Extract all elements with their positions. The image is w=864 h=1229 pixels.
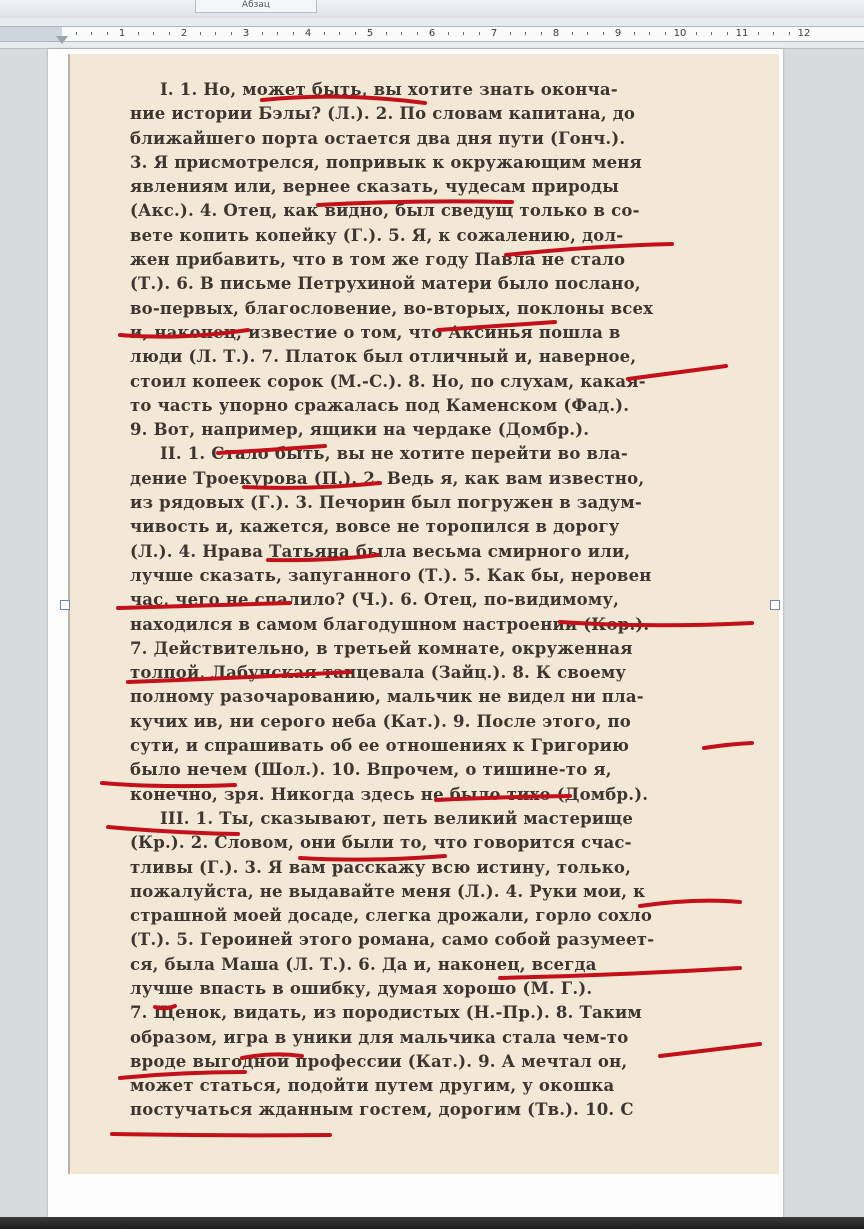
- ruler-number: 9: [614, 28, 622, 39]
- paragraph-group-label: Абзац: [195, 0, 317, 13]
- ruler-tick: [91, 32, 92, 35]
- ruler-tick: [215, 32, 216, 35]
- text-line: ние истории Бэлы? (Л.). 2. По словам капитана, до: [130, 104, 636, 124]
- ruler-tick: [789, 32, 790, 35]
- text-line: ся, была Маша (Л. Т.). 6. Да и, наконец, всегда: [130, 954, 597, 974]
- ruler-tick: [386, 32, 387, 35]
- ruler-tick: [355, 32, 356, 35]
- text-line: (Т.). 5. Героиней этого романа, само собой разумеет-: [130, 930, 655, 950]
- ruler-number: 4: [304, 28, 312, 39]
- image-resize-handle-right[interactable]: [770, 600, 780, 610]
- text-line: может статься, подойти путем другим, у окошка: [130, 1076, 615, 1096]
- text-line: полному разочарованию, мальчик не видел ни пла-: [130, 687, 644, 707]
- ruler-tick: [324, 32, 325, 35]
- text-line: сути, и спрашивать об ее отношениях к Григорию: [130, 736, 630, 756]
- text-line: постучаться жданным гостем, дорогим (Тв.). 10. С: [130, 1100, 634, 1120]
- ruler-number: 5: [366, 28, 374, 39]
- ruler-number: 7: [490, 28, 498, 39]
- ruler-tick: [262, 32, 263, 35]
- ruler-tick: [339, 32, 340, 35]
- text-line: кучих ив, ни серого неба (Кат.). 9. После этого, по: [130, 711, 632, 731]
- text-line: люди (Л. Т.). 7. Платок был отличный и, наверное,: [130, 347, 637, 367]
- text-line: то часть упорно сражалась под Каменском (Фад.).: [130, 395, 630, 415]
- text-line: (Кр.). 2. Словом, они были то, что говорится счас-: [130, 833, 632, 853]
- text-line: стоил копеек сорок (М.-С.). 8. Но, по слухам, какая-: [130, 371, 646, 391]
- text-line: толпой, Лабунская танцевала (Зайц.). 8. К своему: [130, 663, 627, 683]
- image-resize-handle-left[interactable]: [60, 600, 70, 610]
- text-line: страшной моей досаде, слегка дрожали, горло сохло: [130, 906, 653, 926]
- text-line: вете копить копейку (Г.). 5. Я, к сожалению, дол-: [130, 225, 624, 245]
- text-line: III. 1. Ты, сказывают, петь великий мастерище: [160, 808, 634, 828]
- ruler-tick: [711, 32, 712, 35]
- ruler-tick: [634, 32, 635, 35]
- ruler-tick: [138, 32, 139, 35]
- ruler-tick: [727, 32, 728, 35]
- ruler-tick: [463, 32, 464, 35]
- text-line: (Акс.). 4. Отец, как видно, был сведущ только в со-: [130, 201, 640, 221]
- ruler-number: 8: [552, 28, 560, 39]
- ruler-number: 11: [735, 28, 749, 39]
- text-line: находился в самом благодушном настроении (Кор.).: [130, 614, 650, 634]
- ruler-number: 2: [180, 28, 188, 39]
- text-line: 3. Я присмотрелся, попривык к окружающим меня: [130, 152, 642, 172]
- ruler-tick: [587, 32, 588, 35]
- ruler-number: 6: [428, 28, 436, 39]
- ruler-body: [62, 26, 864, 42]
- toolbar-strip: [0, 0, 864, 19]
- text-line: было нечем (Шол.). 10. Впрочем, о тишине-то я,: [130, 760, 612, 780]
- ruler-tick: [153, 32, 154, 35]
- text-line: I. 1. Но, может быть, вы хотите знать оконча-: [160, 80, 618, 99]
- ruler-number: 12: [797, 28, 811, 39]
- text-line: ближайшего порта остается два дня пути (Гонч.).: [130, 128, 626, 148]
- ruler-tick: [277, 32, 278, 35]
- ruler-tick: [603, 32, 604, 35]
- text-line: час, чего не спалило? (Ч.). 6. Отец, по-видимому,: [130, 590, 620, 610]
- text-line: из рядовых (Г.). 3. Печорин был погружен в задум-: [130, 493, 642, 513]
- text-line: и, наконец, известие о том, что Аксинья пошла в: [130, 322, 621, 342]
- text-line: явлениям или, вернее сказать, чудесам природы: [130, 177, 619, 197]
- text-line: тливы (Г.). 3. Я вам расскажу всю истину, только,: [130, 857, 632, 877]
- text-line: 9. Вот, например, ящики на чердаке (Домбр.).: [130, 420, 590, 440]
- horizontal-ruler[interactable]: [0, 18, 864, 49]
- ruler-tick: [510, 32, 511, 35]
- text-line: вроде выгодной профессии (Кат.). 9. А мечтал он,: [130, 1051, 628, 1071]
- ruler-tick: [525, 32, 526, 35]
- ruler-tick: [649, 32, 650, 35]
- scanned-text: [130, 78, 748, 1123]
- text-line: (Л.). 4. Нрава Татьяна была весьма смирного или,: [130, 541, 631, 561]
- text-line: чивость и, кажется, вовсе не торопился в дорогу: [130, 517, 620, 537]
- ruler-number: 3: [242, 28, 250, 39]
- text-line: II. 1. Стало быть, вы не хотите перейти во вла-: [160, 444, 628, 464]
- ruler-tick: [448, 32, 449, 35]
- ruler-tick: [572, 32, 573, 35]
- text-line: лучше сказать, запуганного (Т.). 5. Как бы, неровен: [130, 565, 652, 585]
- ruler-tick: [758, 32, 759, 35]
- ruler-tick: [107, 32, 108, 35]
- text-line: 7. Действительно, в третьей комнате, окруженная: [130, 638, 633, 658]
- ruler-tick: [169, 32, 170, 35]
- ruler-tick: [665, 32, 666, 35]
- ruler-tick: [417, 32, 418, 35]
- ruler-number: 1: [118, 28, 126, 39]
- ruler-tick: [293, 32, 294, 35]
- text-line: образом, игра в уники для мальчика стала чем-то: [130, 1027, 629, 1047]
- ruler-tick: [541, 32, 542, 35]
- ruler-tick: [479, 32, 480, 35]
- ruler-number: 10: [673, 28, 687, 39]
- text-line: во-первых, благословение, во-вторых, поклоны всех: [130, 298, 654, 318]
- text-line: 7. Щенок, видать, из породистых (Н.-Пр.). 8. Таким: [130, 1003, 642, 1023]
- ruler-tick: [76, 32, 77, 35]
- text-line: лучше впасть в ошибку, думая хорошо (М. Г.).: [130, 978, 593, 998]
- ruler-tick: [696, 32, 697, 35]
- ruler-tick: [231, 32, 232, 35]
- inserted-image[interactable]: [68, 54, 779, 1174]
- text-line: конечно, зря. Никогда здесь не было тихо (Домбр.).: [130, 784, 649, 804]
- taskbar: [0, 1217, 864, 1229]
- text-line: (Т.). 6. В письме Петрухиной матери было послано,: [130, 274, 641, 294]
- ruler-tick: [773, 32, 774, 35]
- first-line-indent-marker[interactable]: [56, 36, 68, 44]
- text-line: дение Троекурова (П.). 2. Ведь я, как вам известно,: [130, 468, 645, 488]
- ruler-margin-left: [0, 26, 62, 42]
- ruler-tick: [200, 32, 201, 35]
- text-line: жен прибавить, что в том же году Павла не стало: [130, 250, 626, 270]
- text-line: пожалуйста, не выдавайте меня (Л.). 4. Руки мои, к: [130, 881, 646, 901]
- ruler-tick: [401, 32, 402, 35]
